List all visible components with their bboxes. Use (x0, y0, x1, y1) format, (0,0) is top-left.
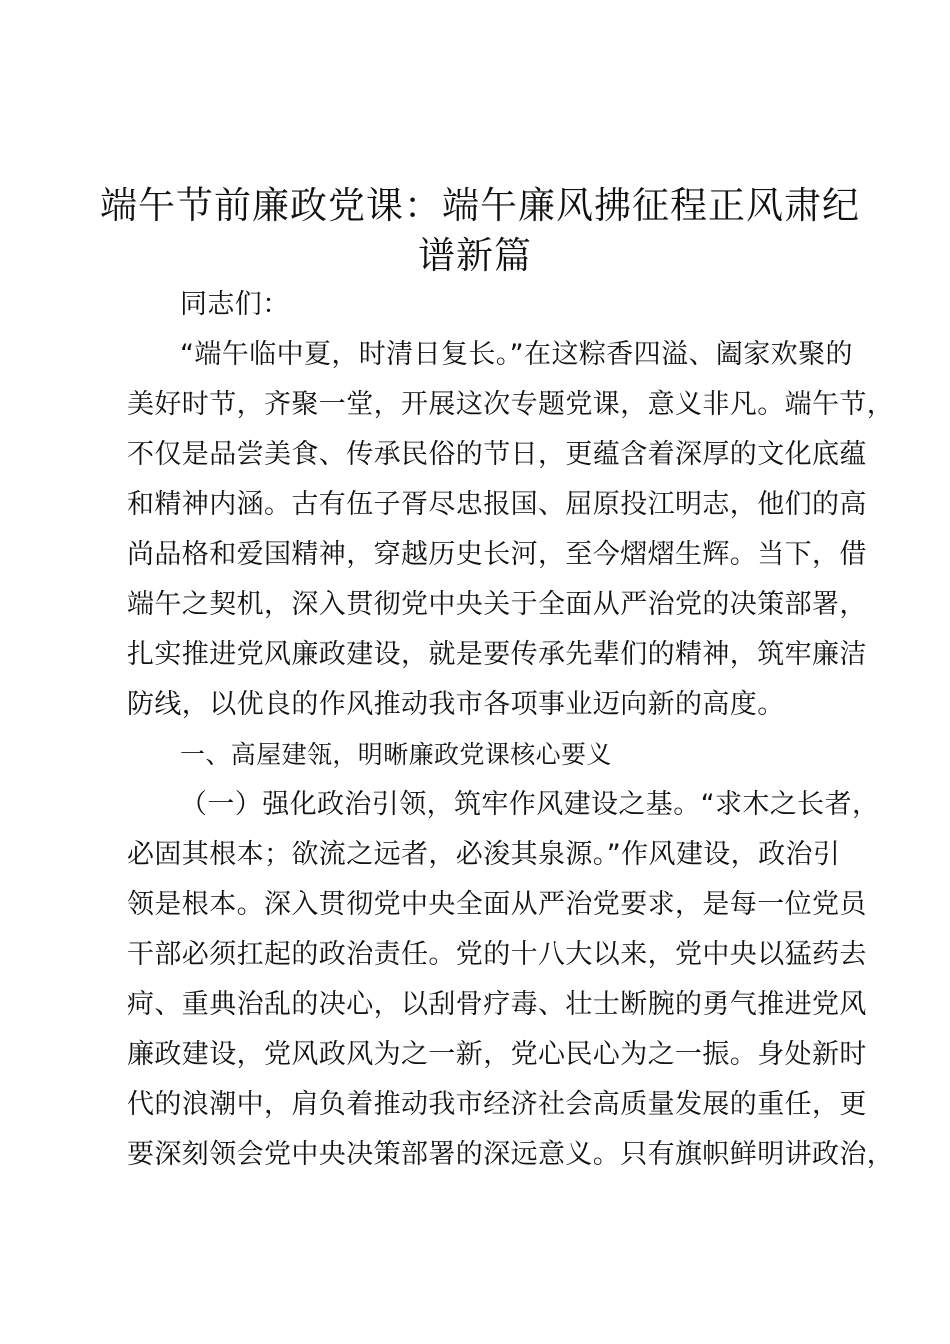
paragraph-1-line: 和精神内涵。古有伍子胥尽忠报国、屈原投江明志，他们的高 (127, 489, 867, 520)
salutation: 同志们： (180, 289, 290, 320)
paragraph-2-line: 代的浪潮中，肩负着推动我市经济社会高质量发展的重任，更 (127, 1089, 867, 1120)
paragraph-2-line: 廉政建设，党风政风为之一新，党心民心为之一振。身处新时 (127, 1039, 867, 1070)
paragraph-1-line: 端午之契机，深入贯彻党中央关于全面从严治党的决策部署， (127, 589, 867, 620)
paragraph-1-line: 不仅是品尝美食、传承民俗的节日，更蕴含着深厚的文化底蕴 (127, 439, 867, 470)
paragraph-1-line: 扎实推进党风廉政建设，就是要传承先辈们的精神，筑牢廉洁 (127, 639, 867, 670)
paragraph-2-line: 疴、重典治乱的决心，以刮骨疗毒、壮士断腕的勇气推进党风 (127, 989, 867, 1020)
document-title-line-1: 端午节前廉政党课：端午廉风拂征程正风肃纪 (100, 184, 860, 227)
section-1-heading: 一、高屋建瓴，明晰廉政党课核心要义 (180, 740, 612, 769)
document-title-line-2: 谱新篇 (418, 234, 532, 277)
paragraph-1-line: “端午临中夏，时清日复长。”在这粽香四溢、阖家欢聚的 (180, 339, 853, 370)
paragraph-2-line: （一）强化政治引领，筑牢作风建设之基。“求木之长者， (180, 789, 880, 820)
paragraph-1-line: 尚品格和爱国精神，穿越历史长河，至今熠熠生辉。当下，借 (127, 539, 867, 570)
paragraph-2-line: 干部必须扛起的政治责任。党的十八大以来，党中央以猛药去 (127, 939, 867, 970)
paragraph-2-line: 要深刻领会党中央决策部署的深远意义。只有旗帜鲜明讲政治， (127, 1139, 895, 1170)
paragraph-1-line: 防线，以优良的作风推动我市各项事业迈向新的高度。 (127, 689, 785, 720)
paragraph-2-line: 必固其根本；欲流之远者，必浚其泉源。”作风建设，政治引 (127, 839, 841, 870)
paragraph-2-line: 领是根本。深入贯彻党中央全面从严治党要求，是每一位党员 (127, 889, 867, 920)
paragraph-1-line: 美好时节，齐聚一堂，开展这次专题党课，意义非凡。端午节， (127, 389, 895, 420)
